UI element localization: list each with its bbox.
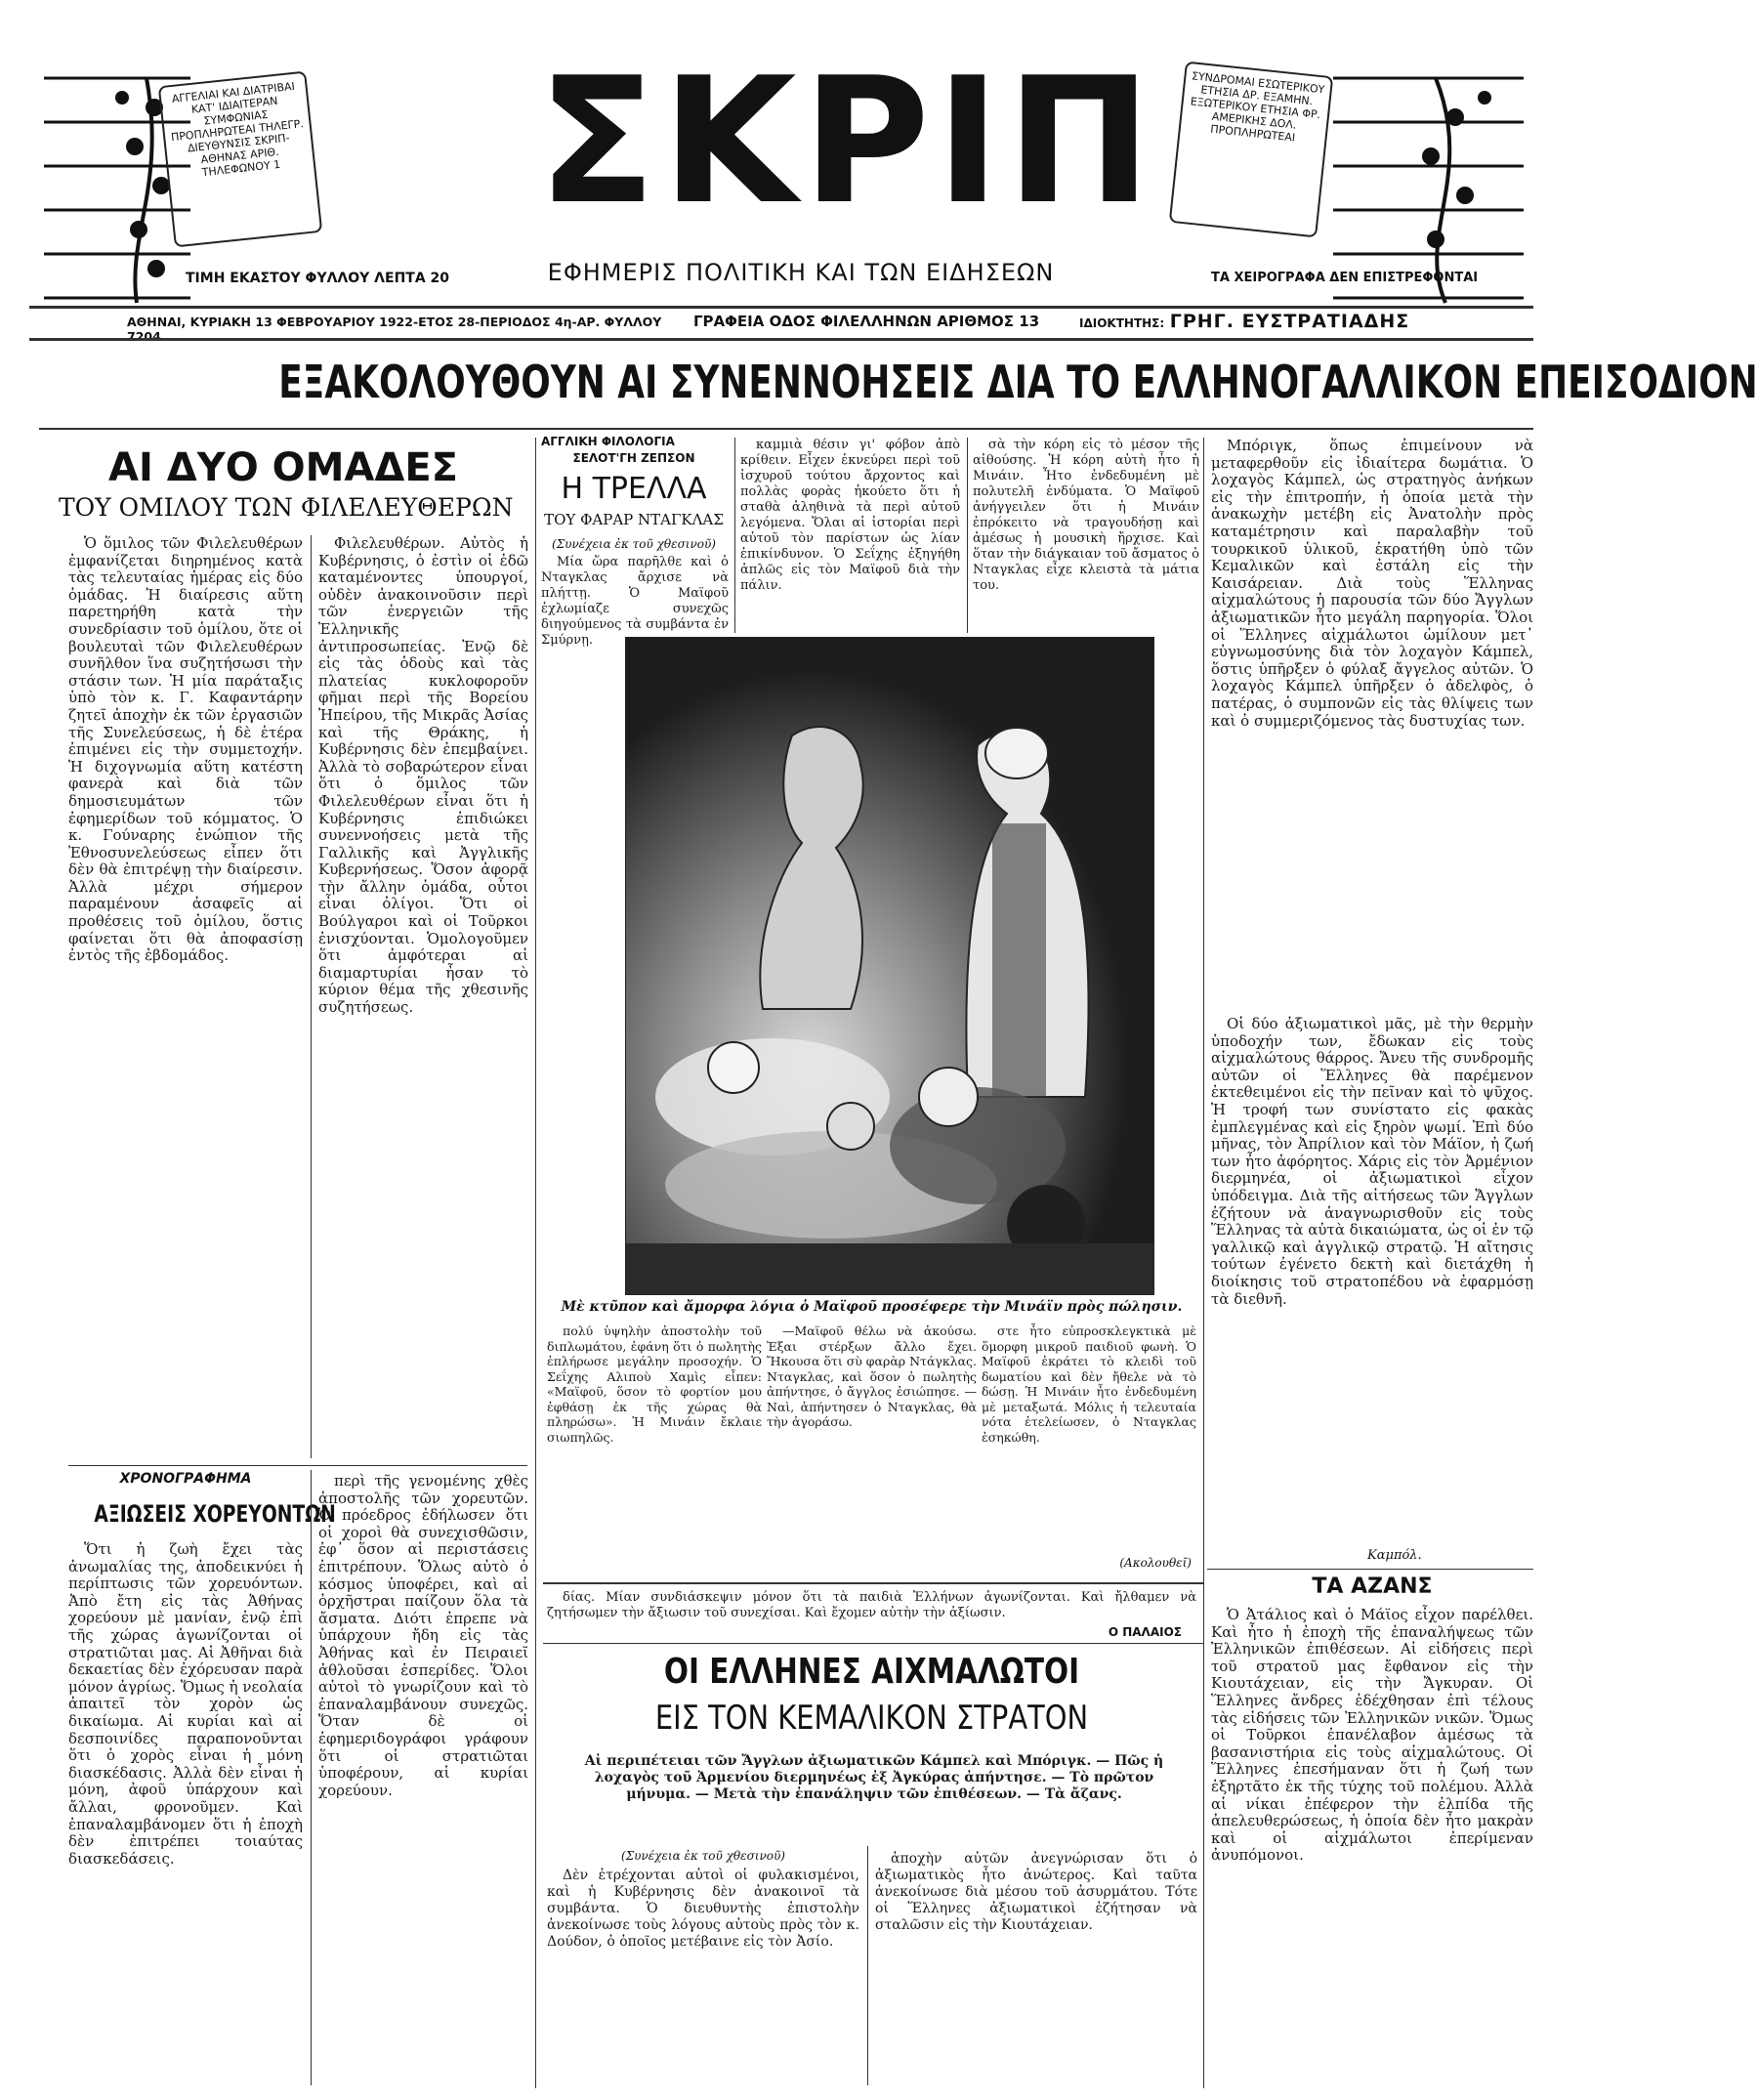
bottom-continued: (Συνέχεια ἐκ τοῦ χθεσινοῦ) <box>621 1849 785 1863</box>
article-left-col1 <box>68 535 303 1453</box>
owner-label: ΙΔΙΟΚΤΗΤΗΣ: <box>1079 316 1165 330</box>
newspaper-subtitle: ΕΦΗΜΕΡΙΣ ΠΟΛΙΤΙΚΗ ΚΑΙ ΤΩΝ ΕΙΔΗΣΕΩΝ <box>547 259 1055 286</box>
serial-text-f: στε ἦτο εὐπροσκλεγκτικὰ μὲ ὅμορφη μικροῦ παιδιοῦ φωνὴ. Ὁ Μαϊφοῦ ἐκράτει τὸ κλειδὶ τοῦ δωματίου καὶ δὲν ἤθελε νὰ τὸ δώσῃ. Ἡ Μινάιν ἦτο ἐνδεδυμένη μὲ μεταξωτά. Μόλις ἡ τελευταία νότα ἐτελείωσεν, ὁ Νταγκλας ἐσηκώθη. <box>982 1323 1196 1445</box>
illustration-caption: Μὲ κτῦπον καὶ ἄμορφα λόγια ὁ Μαϊφοῦ προσέφερε τὴν Μινάϊν πρὸς πώλησιν. <box>561 1299 1183 1315</box>
column-rule <box>1203 438 1204 2088</box>
serial-continued: (Συνέχεια ἐκ τοῦ χθεσινοῦ) <box>552 537 716 551</box>
serial-subtitle: ΤΟΥ ΦΑΡΑΡ ΝΤΑΓΚΛΑΣ <box>544 511 724 528</box>
dateline: ΑΘΗΝΑΙ, ΚΥΡΙΑΚΗ 13 ΦΕΒΡΟΥΑΡΙΟΥ 1922-ΕΤΟΣ 28-ΠΕΡΙΟΔΟΣ 4η-ΑΡ. ΦΥΛΛΟΥ 7204 <box>127 315 662 344</box>
right-col-text2 <box>1211 1016 1533 1543</box>
article-left-col2-text: Φιλελευθέρων. Αὐτὸς ἡ Κυβέρνησις, ὁ ἐστὶν οἱ ἐδῶ καταμένοντες ὑπουργοί, οὐδὲν ἀνακοινοῦσιν περὶ τῶν ἐνεργειῶν τῆς Ἑλληνικῆς ἀντιπροσωπείας. Ἐνῷ δὲ εἰς τὰς ὁδοὺς καὶ τὰς πλατείας κυκλοφοροῦν φῆμαι περὶ τῆς Βορείου Ἠπείρου, τῆς Μικρᾶς Ἀσίας καὶ τῆς Θράκης, ἡ Κυβέρνησις δὲν ἐπεμβαίνει. Ἀλλὰ τὸ σοβαρώτερον εἶναι ὅτι ὁ ὅμιλος τῶν Φιλελευθέρων εἶναι ὅτι ἡ Κυβέρνησις ἐπιδιώκει συνεννοήσεις μετὰ τῆς Γαλλικῆς καὶ Ἀγγλικῆς Κυβερνήσεως. Ὅσον ἀφορᾷ τὴν ἄλλην ὁμάδα, οὗτοι εἶναι ὀλίγοι. Ὅτι οἱ Βούλγαροι καὶ οἱ Τοῦρκοι ἐνισχύονται. Ὁμολογοῦμεν ὅτι ἀμφότεραι αἱ διαμαρτυρίαι ἦσαν τὸ κύριον θέμα τῆς χθεσινῆς συζητήσεως. <box>318 534 528 1017</box>
chronographima-body: Ὅτι ἡ ζωὴ ἔχει τὰς ἀνωμαλίας της, ἀποδεικνύει ἡ περίπτωσις τῶν χορευόντων. Ἀπὸ ἔτη εἰς τὰς Ἀθήνας χορεύουν μὲ μανίαν, ἐνῷ ἐπὶ τῆς χώρας ἀγωνίζονται οἱ στρατιῶται μας. Αἱ Ἀθῆναι διὰ δεκαετίας δὲν ἐχόρευσαν παρὰ μόνον ἀγρίως. Ὅμως ἡ νεολαία ἀπαιτεῖ τὸν χορὸν ὡς δικαίωμα. Αἱ κυρίαι καὶ αἱ δεσποινίδες παραπονοῦνται ὅτι ὁ χορὸς εἶναι ἡ μόνη διασκέδασις. Ἀλλὰ δὲν εἶναι ἡ μόνη, ἀφοῦ ὑπάρχουν καὶ ἄλλαι, φρονοῦμεν. Καὶ ἐπαναλαμβάνομεν ὅτι ἡ ἐποχὴ δὲν ἐπιτρέπει τοιαύτας διασκεδάσεις. <box>68 1540 303 1868</box>
dateline-top-rule <box>29 306 1533 309</box>
serial-col-d <box>547 1323 762 1573</box>
right-text2: Οἱ δύο ἀξιωματικοὶ μᾶς, μὲ τὴν θερμὴν ὑποδοχήν των, ἔδωκαν εἰς τοὺς αἰχμαλώτους θάρρος. Ἄνευ τῆς συνδρομῆς αὐτῶν οἱ Ἕλληνες θὰ παρέμενον ἐκτεθειμένοι εἰς τὴν πεῖναν καὶ τὸ ψῦχος. Ἡ τροφή των συνίστατο εἰς φακὰς ἐμπλεγμένας καὶ εἰς ξηρὸν ψωμί. Ἐπὶ δύο μῆνας, τὸν Ἀπρίλιον καὶ τὸν Μάϊον, ἡ ζωή των ἦτο ἀφόρητος. Χάρις εἰς τὸν Ἀρμένιον διερμηνέα, οἱ ἀξιωματικοὶ εἶχον ὑπόδειγμα. Διὰ τῆς αἰτήσεως τῶν Ἄγγλων ἐζήτουν νὰ ἀναγνωρισθοῦν εἰς τοὺς Ἕλληνας τὰ αὐτὰ δικαιώματα, ὡς οἱ ἐν τῷ γαλλικῷ καὶ ἀγγλικῷ στρατῷ. Ἡ αἴτησις τούτων ἐγένετο δεκτὴ καὶ διετάχθη ἡ διοίκησις τοῦ στρατοπέδου νὰ ἐφαρμόσῃ τὰ διεθνῆ. <box>1211 1015 1533 1308</box>
serial-illustration <box>625 637 1154 1295</box>
column-rule <box>967 438 968 633</box>
offices-line: ΓΡΑΦΕΙΑ ΟΔΟΣ ΦΙΛΕΛΛΗΝΩΝ ΑΡΙΘΜΟΣ 13 <box>693 313 1040 330</box>
article-left-title <box>59 444 514 525</box>
serial-col-f <box>982 1323 1196 1553</box>
bottom-body: Δὲν ἐτρέχονται αὐτοὶ οἱ φυλακισμένοι, καὶ ἡ Κυβέρνησις δὲν ἀνακοινοῖ τὰ συμβάντα. Ὁ διευθυντὴς ἐπιστολὴν ἀνεκοίνωσε τοὺς λόγους αὐτοὺς πρὸς τὸν κ. Δούδον, ὁ ὁποῖος μετέβαινε εἰς τὸν Ἀσίο. <box>547 1868 859 1950</box>
section-rule <box>543 1582 1203 1584</box>
chronographima-title-text: ΑΞΙΩΣΕΙΣ ΧΟΡΕΥΟΝΤΩΝ <box>94 1500 336 1528</box>
azans-col <box>1211 1607 1533 2085</box>
serial-author: ΣΕΛΟΤ'ΓΗ ΖΕΠΣΟΝ <box>572 451 695 465</box>
column-rule <box>311 535 312 1458</box>
masthead <box>29 20 1533 342</box>
chronographima-col1 <box>68 1541 303 2088</box>
azans-title: ΤΑ ΑΖΑΝΣ <box>1312 1575 1433 1599</box>
banner-headline-text: ΕΞΑΚΟΛΟΥΘΟΥΝ ΑΙ ΣΥΝΕΝΝΟΗΣΕΙΣ ΔΙΑ ΤΟ ΕΛΛΗΝΟΓΑΛΛΙΚΟΝ ΕΠΕΙΣΟΔΙΟΝ <box>278 356 1758 408</box>
column-rule <box>734 438 735 633</box>
serial-col-e <box>767 1323 977 1573</box>
dateline-bottom-rule <box>29 338 1533 341</box>
bottom-col2 <box>875 1851 1197 2085</box>
chronographima-kicker: ΧΡΟΝΟΓΡΑΦΗΜΑ <box>119 1471 252 1487</box>
serial-text-d: πολύ ὑψηλὴν ἀποστολὴν τοῦ διπλωμάτου, ἐφάνη ὅτι ὁ πωλητὴς ἐπλήρωσε μεγάλην προσοχήν. Ὁ Σεΐχης Αλιποὺ Χαμὶς εἶπεν: «Μαϊφοῦ, ὅσον τὸ φορτίον μου ἐφθάσῃ ἐκ τῆς χώρας θὰ πληρώσω». Ἡ Μινάιν ἔκλαιε σιωπηλῶς. <box>547 1323 762 1445</box>
bottom-col1 <box>547 1868 859 2087</box>
bottom-lead-text: Αἱ περιπέτειαι τῶν Ἄγγλων ἀξιωματικῶν Κάμπελ καὶ Μπόριγκ. — Πῶς ἡ λοχαγὸς τοῦ Ἀρμενίου διερμηνέως ἐξ Ἀγκύρας ἀπήντησε. — Τὸ πρῶτον μήνυμα. — Μετὰ τὴν ἐπανάληψιν τῶν ἐπιθέσεων. — Τὰ ἄζανς. <box>584 1753 1164 1802</box>
subscriptions-stamp-text: ΣΥΝΔΡΟΜΑΙ ΕΣΩΤΕΡΙΚΟΥ ΕΤΗΣΙΑ ΔΡ. ΕΞΑΜΗΝ. ΕΞΩΤΕΡΙΚΟΥ ΕΤΗΣΙΑ ΦΡ. ΑΜΕΡΙΚΗΣ ΔΟΛ. ΠΡΟΠΛΗΡΩΤΕΑΙ <box>1190 69 1325 145</box>
column-rule <box>535 438 536 2088</box>
serial-text-b: καμμιὰ θέσιν γι' φόβον ἀπὸ κρίθειν. Εἶχεν ἐκνεύρει περὶ τοῦ ἰσχυροῦ τούτου ἄρχοντος καὶ πολλὰς φορὰς ἠκούετο ὅτι ἡ σταθὰ ἀληθινὰ τὰ περὶ αὐτοῦ λεγόμενα. Ὅλαι αἱ ἱστορίαι περὶ αὐτοῦ τὸν παρίστων ὡς λίαν ἐπικίνδυνον. Ὁ Σεΐχης ἐξηγήθη ἀπλῶς εἰς τὸν Μαϊφοῦ διὰ τὴν πάλιν. <box>740 438 960 593</box>
advertising-stamp <box>158 71 323 248</box>
advertising-stamp-text: ΑΓΓΕΛΙΑΙ ΚΑΙ ΔΙΑΤΡΙΒΑΙ ΚΑΤ' ΙΔΙΑΙΤΕΡΑΝ ΣΥΜΦΩΝΙΑΣ ΠΡΟΠΛΗΡΩΤΕΑΙ ΤΗΛΕΓΡ. ΔΙΕΥΘΥΝΣΙΣ ΣΚΡΙΠ-ΑΘΗΝΑΣ ΑΡΙΘ. ΤΗΛΕΦΩΝΟΥ 1 <box>170 79 305 180</box>
bottom-title-line2: ΕΙΣ ΤΟΝ ΚΕΜΑΛΙΚΟΝ ΣΤΡΑΤΟΝ <box>654 1699 1089 1738</box>
engraving-scene-icon <box>626 638 1153 1294</box>
azans-text: Ὁ Ἀτάλιος καὶ ὁ Μάϊος εἶχον παρέλθει. Καὶ ἦτο ἡ ἐποχὴ τῆς ἐπαναλήψεως τῶν Ἑλληνικῶν ἐπιθέσεων. Αἱ εἰδήσεις περὶ τοῦ στρατοῦ μας ἔφθανον εἰς τὴν Κιουτάχειαν, εἰς τὴν Ἄγκυραν. Οἱ Ἕλληνες ἄνδρες ἐδέχθησαν ἐπὶ τέλους τὰς εἰδήσεις τῶν Ἑλληνικῶν νικῶν. Ὅμως οἱ Τοῦρκοι ἐπανέλαβον ἀμέσως τὰ βασανιστήρια εἰς τοὺς αἰχμαλώτους. Οἱ Ἕλληνες ἐπεσήμαναν ὅτι ἡ ζωή των ἐξηρτᾶτο ἐκ τῆς τύχης τοῦ πολέμου. Ἀλλὰ αἱ νίκαι ἐπέφερον τὴν ἐλπίδα τῆς ἀπελευθερώσεως, ἡ ὁποία δὲν ἦτο μακρὰν καὶ οἱ αἰχμάλωτοι ἐπερίμεναν ἀνυπόμονοι. <box>1211 1606 1533 1865</box>
subscriptions-stamp <box>1169 62 1334 238</box>
section-rule <box>543 1643 1203 1644</box>
banner-rule <box>39 428 1533 430</box>
serial-title: Η ΤΡΕΛΛΑ <box>561 472 707 506</box>
article-left-title-line1: ΑΙ ΔΥΟ ΟΜΑΔΕΣ <box>108 445 458 490</box>
bottom-title <box>547 1649 1196 1746</box>
serial-text-a: Μία ὥρα παρῆλθε καὶ ὁ Νταγκλας ἄρχισε νὰ πλήττῃ. Ὁ Μαϊφοῦ ἐχλωμίαζε συνεχῶς διηγούμενος τὰ συμβάντα ἐν Σμύρνῃ. <box>541 555 729 648</box>
serial-kicker: ΑΓΓΛΙΚΗ ΦΙΛΟΛΟΓΙΑ <box>541 435 675 448</box>
chronographima-title <box>68 1494 336 1533</box>
newspaper-title: ΣΚΡΙΠ <box>537 40 1158 242</box>
serial-col-c <box>973 438 1199 628</box>
right-signature: Καμπόλ. <box>1367 1548 1422 1563</box>
article-left-col2 <box>318 535 528 1453</box>
column-rule <box>867 1846 868 2085</box>
bottom-intro <box>547 1590 1196 1625</box>
serial-text-c: σὰ τὴν κόρη εἰς τὸ μέσον τῆς αἰθούσης. Ἡ κόρη αὐτὴ ἦτο ἡ Μινάιν. Ἦτο ἐνδεδυμένη μὲ πολυτελῆ ἐνδύματα. Ὁ Μαϊφοῦ ἀνήγγειλεν ὅτι ἡ Μινάιν ἐπρόκειτο νὰ τραγουδήσῃ καὶ ἀμέσως ἡ μουσικὴ ἤρχισε. Καὶ ὅταν τὴν διάγκαιαν τοῦ ἄσματος ὁ Νταγκλας εἶχε κλειστὰ τὰ μάτια του. <box>973 438 1199 593</box>
bottom-author: Ο ΠΑΛΑΙΟΣ <box>1108 1625 1182 1639</box>
chronographima-col2 <box>318 1473 528 2088</box>
serial-col-a <box>541 555 729 648</box>
serial-col-b <box>740 438 960 628</box>
manuscripts-notice: ΤΑ ΧΕΙΡΟΓΡΑΦΑ ΔΕΝ ΕΠΙΣΤΡΕΦΟΝΤΑΙ <box>1211 271 1479 285</box>
bottom-intro-text: δίας. Μίαν συνδιάσκεψιν μόνον ὅτι τὰ παιδιὰ Ἑλλήνων ἀγωνίζονται. Καὶ ἤλθαμεν νὰ ζητήσωμεν τὴν ἄξιωσιν τοῦ συνεχίσαι. Καὶ ἔχομεν αὐτὴν τὴν ἀξίωσιν. <box>547 1590 1196 1620</box>
banner-headline <box>137 344 1758 420</box>
section-rule <box>1207 1569 1533 1570</box>
section-rule <box>68 1465 527 1466</box>
chronographima-body2: περὶ τῆς γενομένης χθὲς ἀποστολῆς τῶν χορευτῶν. Ὁ πρόεδρος ἐδήλωσεν ὅτι οἱ χοροὶ θὰ συνεχισθῶσιν, ἐφ᾽ ὅσον αἱ περιστάσεις ἐπιτρέπουν. Ὅλως αὐτὸ ὁ κόσμος ὑποφέρει, καὶ αἱ ὀρχῆστραι παίζουν ὅλα τὰ ἄσματα. Διότι ἐπρεπε νὰ ὑπάρχουν ἤδη εἰς τὰς Ἀθήνας καὶ ἐν Πειραιεῖ ἀθλοῦσαι ἑσπερίδες. Ὅλοι αὐτοὶ τὸ γνωρίζουν καὶ τὸ ἐπαναλαμβάνουν συνεχῶς. Ὅταν δὲ οἱ ἐφημεριδογράφοι γράφουν ὅτι οἱ στρατιῶται ὑποφέρουν, αἱ κυρίαι χορεύουν. <box>318 1472 528 1799</box>
article-left-title-line2: ΤΟΥ ΟΜΙΛΟΥ ΤΩΝ ΦΙΛΕΛΕΥΘΕΡΩΝ <box>59 493 514 522</box>
bottom-title-line1: ΟΙ ΕΛΛΗΝΕΣ ΑΙΧΜΑΛΩΤΟΙ <box>663 1652 1080 1692</box>
article-left-col1-text: Ὁ ὅμιλος τῶν Φιλελευθέρων ἐμφανίζεται διηρημένος κατὰ τὰς τελευταίας ἡμέρας εἰς δύο ὁμάδας. Ἡ διαίρεσις αὕτη παρετηρήθη κατὰ τὴν συνεδρίασιν τοῦ ὁμίλου, ὅτε οἱ βουλευταὶ τῶν Φιλελευθέρων συνῆλθον ἵνα συζητήσωσι τὴν στάσιν των. Ἡ μία παράταξις ὑπὸ τὸν κ. Γ. Καφαντάρην ζητεῖ ἀποχὴν ἐκ τῶν ἐργασιῶν τῆς Συνελεύσεως, ἡ δὲ ἑτέρα ἐπιμένει εἰς τὴν συμμετοχήν. Ἡ διχογνωμία αὕτη κατέστη φανερὰ καὶ διὰ τῶν δημοσιευμάτων τῶν ἐφημερίδων τοῦ κόμματος. Ὁ κ. Γούναρης ἐνώπιον τῆς Ἐθνοσυνελεύσεως εἶπεν ὅτι δὲν θὰ ἐπιτρέψῃ τὴν διαίρεσιν. Ἀλλὰ μέχρι σήμερον παραμένουν ἀσαφεῖς αἱ προθέσεις τοῦ ὁμίλου, ὅστις φαίνεται ὅτι θὰ ἀποφασίσῃ ἐντὸς τῆς ἑβδομάδος. <box>68 534 303 965</box>
bottom-body2: ἀποχὴν αὐτῶν ἀνεγνώρισαν ὅτι ὁ ἀξιωματικὸς ἦτο ἀνώτερος. Καὶ ταῦτα ἀνεκοίνωσε διὰ μέσου τοῦ ἀσυρμάτου. Τότε οἱ Ἕλληνες ἀξιωματικοὶ ἐζήτησαν νὰ σταλῶσιν εἰς τὴν Κιουτάχειαν. <box>875 1851 1197 1933</box>
column-rule <box>311 1470 312 2085</box>
right-text1: Μπόριγκ, ὅπως ἐπιμείνουν νὰ μεταφερθοῦν εἰς ἰδιαίτερα δωμάτια. Ὁ λοχαγὸς Κάμπελ, ὡς στρατηγὸς ἀνήκων εἰς τὴν ἐπιτροπήν, ἡ ὁποία μετὰ τὴν ἀνακωχὴν μετέβη εἰς Ἀνατολὴν πρὸς καταμέτρησιν καὶ παραλαβὴν τοῦ τουρκικοῦ ὑλικοῦ, ἐκρατήθη ὑπὸ τῶν Κεμαλικῶν καὶ ἐστάλη εἰς τὴν Καισάρειαν. Διὰ τοὺς Ἕλληνας αἰχμαλώτους ἡ παρουσία τῶν δύο Ἄγγλων ἀξιωματικῶν ἦτο μεγάλη παρηγορία. Ὅλοι οἱ Ἕλληνες αἰχμάλωτοι ὡμίλουν μετ᾽ εὐγνωμοσύνης διὰ τὸν λοχαγὸν Κάμπελ, ὅστις ὑπῆρξεν ὁ φύλαξ ἄγγελος αὐτῶν. Ὁ λοχαγὸς Κάμπελ ὑπῆρξεν ὁ ἀδελφὸς, ὁ πατέρας, ὁ συμπονῶν εἰς τὰς θλίψεις των καὶ ὁ συμμεριζόμενος τὰς δυστυχίας των. <box>1211 437 1533 730</box>
bottom-lead <box>571 1753 1177 1841</box>
serial-text-e: —Μαϊφοῦ θέλω νὰ ἀκούσω. Ἐξαι στέρξων ἄλλο ἔχει. Ἤκουσα ὅτι σὺ φαρὰρ Ντάγκλας. Νταγκλας, καὶ ὅσον ὁ πωλητὴς ἀπήντησε, ὁ ἄγγλος ἐσιώπησε. —Ναὶ, ἀπήντησεν ὁ Νταγκλας, θὰ τὴν ἀγοράσω. <box>767 1323 978 1429</box>
owner-line <box>1079 311 1528 332</box>
right-col-text1 <box>1211 438 1533 1014</box>
serial-signature: (Ακολουθεῖ) <box>1119 1556 1192 1570</box>
price-line: ΤΙΜΗ ΕΚΑΣΤΟΥ ΦΥΛΛΟΥ ΛΕΠΤΑ 20 <box>186 271 450 286</box>
owner-name: ΓΡΗΓ. ΕΥΣΤΡΑΤΙΑΔΗΣ <box>1169 311 1410 332</box>
